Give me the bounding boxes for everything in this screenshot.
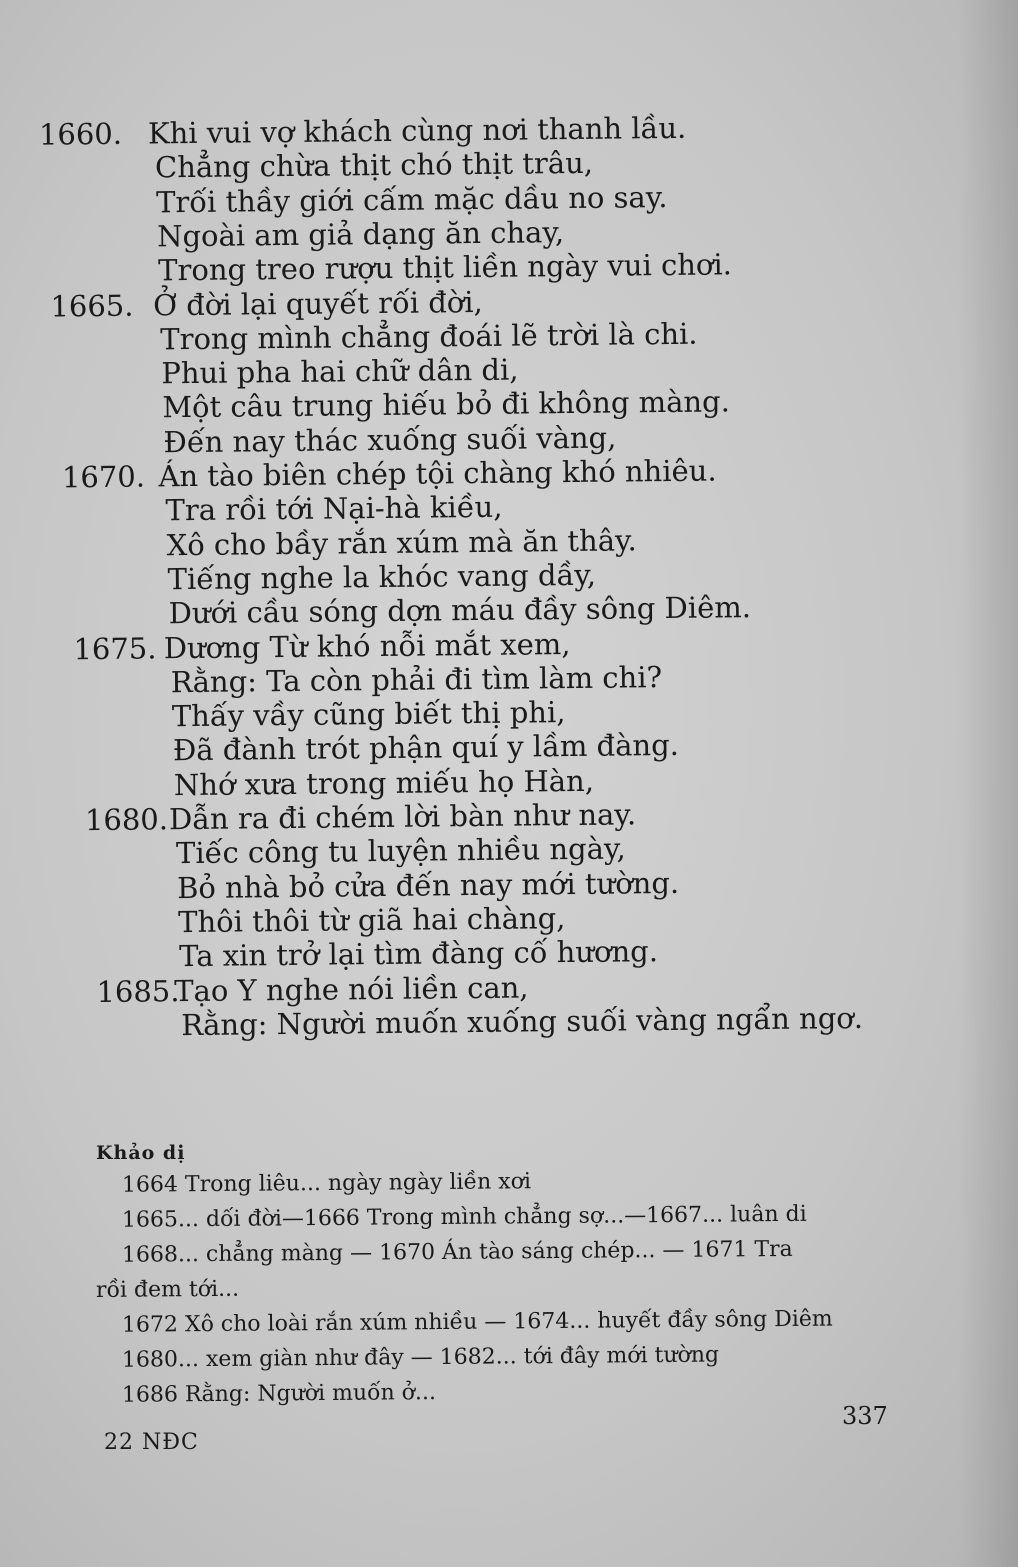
verse-text: Tiếc công tu luyện nhiều ngày,	[175, 831, 626, 871]
line-number: 1660.	[38, 116, 123, 152]
verse-text: Khi vui vợ khách cùng nơi thanh lầu.	[147, 110, 687, 151]
line-number: 1680.	[84, 802, 169, 838]
note-line: 1665... dối đời—1666 Trong mình chẳng sợ...—1667... luân di	[121, 1201, 807, 1233]
verse-text: Phui pha hai chữ dân di,	[161, 352, 519, 391]
verse-text: Đã đành trót phận quí y lầm đàng.	[172, 728, 680, 768]
verse-text: Chẳng chừa thịt chó thịt trâu,	[154, 146, 594, 185]
verse-text: Thôi thôi từ giã hai chàng,	[177, 900, 566, 940]
note-line: 1680... xem giàn như đây — 1682... tới đây mới tường	[121, 1342, 720, 1373]
verse-text: Ta xin trở lại tìm đàng cố hương.	[178, 934, 659, 974]
verse-text: Rằng: Người muốn xuống suối vàng ngẩn ngơ.	[181, 1000, 864, 1042]
note-line: 1668... chẳng màng — 1670 Án tào sáng chép... — 1671 Tra	[121, 1236, 793, 1268]
verse-text: Tra rồi tới Nại-hà kiều,	[165, 490, 503, 528]
line-number: 1665.	[50, 288, 134, 323]
verse-text: Trong treo rượu thịt liền ngày vui chơi.	[158, 247, 733, 288]
verse-text: Dẫn ra đi chém lời bàn như nay.	[168, 797, 637, 837]
verse-text: Dương Từ khó nỗi mắt xem,	[163, 626, 571, 665]
verse-text: Trối thầy giới cấm mặc dầu no say.	[155, 179, 668, 219]
line-number: 1685.	[96, 973, 180, 1009]
notes-body	[96, 1168, 886, 1413]
verse-text: Đến nay thác xuống suối vàng,	[163, 420, 617, 459]
verse-text: Ngoài am giả dạng ăn chay,	[156, 214, 565, 254]
verse-text: Tiếng nghe la khóc vang dầy,	[167, 557, 597, 597]
verse-text: Nhớ xưa trong miếu họ Hàn,	[173, 763, 595, 802]
verse-text: Ở đời lại quyết rối đời,	[153, 284, 483, 322]
verse-text: Dưới cầu sóng dợn máu đầy sông Diêm.	[168, 590, 752, 631]
verse-text: Rằng: Ta còn phải đi tìm làm chi?	[170, 659, 663, 700]
line-number: 1670.	[61, 459, 146, 495]
verse-text: Xô cho bầy rắn xúm mà ăn thây.	[166, 522, 637, 562]
verse-text: Thấy vầy cũng biết thị phi,	[171, 695, 566, 734]
note-line: 1686 Rằng: Người muốn ở...	[121, 1380, 437, 1408]
verse-text: Tạo Y nghe nói liền can,	[174, 969, 529, 1008]
verse-text: Một câu trung hiếu bỏ đi không màng.	[162, 384, 731, 425]
note-line: 1664 Trong liêu... ngày ngày liền xơi	[121, 1169, 532, 1198]
note-line: 1672 Xô cho loài rắn xúm nhiều — 1674... huyết đầy sông Diêm	[121, 1306, 833, 1338]
page-shadow	[958, 0, 1018, 1567]
variant-notes	[96, 1142, 886, 1413]
signature-mark: 22 NĐC	[104, 1430, 199, 1455]
verse-text: Bỏ nhà bỏ cửa đến nay mới tường.	[176, 865, 680, 905]
verse-text: Án tào biên chép tội chàng khó nhiêu.	[158, 453, 717, 494]
line-number: 1675.	[73, 630, 157, 666]
notes-title: Khảo dị	[96, 1142, 186, 1164]
note-line: rồi đem tới...	[95, 1276, 240, 1303]
verse-text: Trong mình chẳng đoái lẽ trời là chi.	[160, 316, 698, 357]
page-number: 337	[842, 1402, 888, 1430]
